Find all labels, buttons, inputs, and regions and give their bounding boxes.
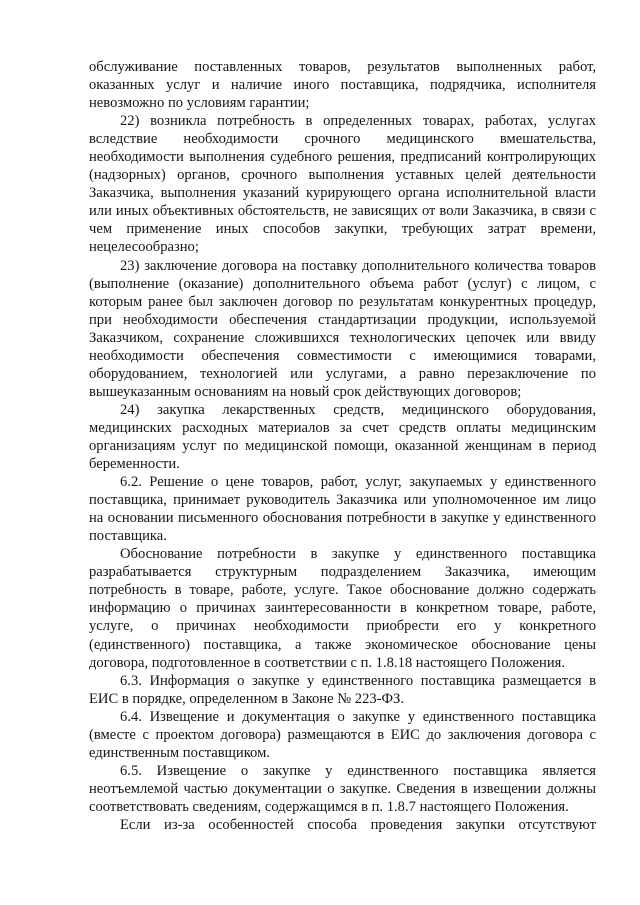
paragraph-item-24: 24) закупка лекарственных средств, медицинского оборудования, медицинских расходных материалов за счет средств оплаты медицинским организациям услуг по медицинской помощи, оказанной женщинам в период беременности.	[89, 401, 596, 473]
paragraph-item-23: 23) заключение договора на поставку дополнительного количества товаров (выполнение (оказание) дополнительного объема работ (услуг) с лицом, с которым ранее был заключен договор по результатам конкурентных процедур, при необходимости обеспечения стандартизации продукции, используемой Заказчиком, сохранение сложившихся технологических цепочек или ввиду необходимости обеспечения совместимости с имеющимися товарами, оборудованием, технологией или услугами, а равно перезаключение по вышеуказанным основаниям на новый срок действующих договоров;	[89, 257, 596, 400]
paragraph-6-4: 6.4. Извещение и документация о закупке у единственного поставщика (вместе с проектом договора) размещаются в ЕИС до заключения договора с единственным поставщиком.	[89, 708, 596, 761]
document-page	[89, 58, 596, 834]
paragraph-continuation: обслуживание поставленных товаров, результатов выполненных работ, оказанных услуг и наличие иного поставщика, подрядчика, исполнителя невозможно по условиям гарантии;	[89, 59, 596, 112]
paragraph-justification: Обоснование потребности в закупке у единственного поставщика разрабатывается структурным подразделением Заказчика, имеющим потребность в товаре, работе, услуге. Такое обоснование должно содержать информацию о причинах заинтересованности в конкретном товаре, работе, услуге, о причинах необходимости приобрести его у конкретного (единственного) поставщика, а также экономическое обоснование цены договора, подготовленное в соответствии с п. 1.8.18 настоящего Положения.	[89, 546, 596, 671]
paragraph-last-line: Если из-за особенностей способа проведения закупки отсутствуют	[120, 816, 596, 833]
paragraph-6-5: 6.5. Извещение о закупке у единственного поставщика является неотъемлемой частью документации о закупке. Сведения в извещении должны соответствовать сведениям, содержащимся в п. 1.8.7 настоящего Положения.	[89, 762, 596, 815]
paragraph-6-3: 6.3. Информация о закупке у единственного поставщика размещается в ЕИС в порядке, определенном в Законе № 223-ФЗ.	[89, 672, 596, 707]
paragraph-item-22: 22) возникла потребность в определенных товарах, работах, услугах вследствие необходимости срочного медицинского вмешательства, необходимости выполнения судебного решения, предписаний контролирующих (надзорных) органов, срочного выполнения уставных целей деятельности Заказчика, выполнения указаний курирующего органа исполнительной власти или иных объективных обстоятельств, не зависящих от воли Заказчика, в связи с чем применение иных способов закупки, требующих затрат времени, нецелесообразно;	[89, 113, 596, 256]
paragraph-6-2: 6.2. Решение о цене товаров, работ, услуг, закупаемых у единственного поставщика, принимает руководитель Заказчика или уполномоченное им лицо на основании письменного обоснования потребности в закупке у единственного поставщика.	[89, 474, 596, 545]
